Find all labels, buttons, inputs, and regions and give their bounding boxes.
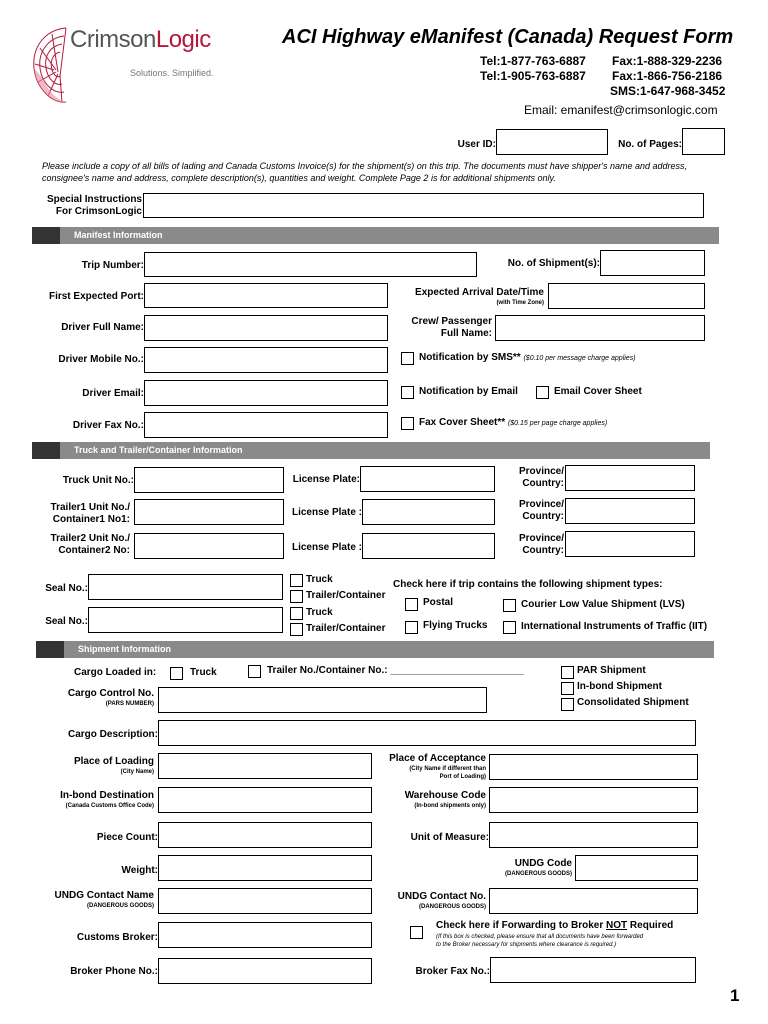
cargo-trailer-checkbox[interactable] <box>248 665 261 678</box>
undg-contact-no-sub: (DANGEROUS GOODS) <box>418 904 486 910</box>
forward-note-1: (If this box is checked, please ensure that all documents have been forwarded <box>436 934 644 940</box>
inbond-checkbox[interactable] <box>561 682 574 695</box>
email-cover-label: Email Cover Sheet <box>554 386 642 397</box>
place-accept-main: Place of Acceptance <box>389 753 486 764</box>
undg-contact-no-main: UNDG Contact No. <box>397 891 486 902</box>
province-3-field[interactable] <box>565 531 695 557</box>
trailer-container-no-label: Trailer No./Container No.: ________________________ <box>267 665 524 676</box>
warehouse-sub: (In-bond shipments only) <box>414 803 486 809</box>
lvs-checkbox[interactable] <box>503 599 516 612</box>
province-2-line-2: Country: <box>522 511 564 522</box>
seal-1-field[interactable] <box>88 574 283 600</box>
seal-1-trailer-label: Trailer/Container <box>306 590 386 601</box>
seal-1-label: Seal No.: <box>45 583 88 594</box>
fax-2: Fax:1-866-756-2186 <box>612 69 723 83</box>
undg-code-main: UNDG Code <box>514 858 572 869</box>
email-field[interactable] <box>144 380 388 406</box>
seal-1-trailer-checkbox[interactable] <box>290 590 303 603</box>
cargo-truck-label: Truck <box>190 667 217 678</box>
truck-unit-field[interactable] <box>134 467 284 493</box>
province-3-label <box>500 533 564 557</box>
crew-line-2: Full Name: <box>440 328 492 339</box>
seal-2-trailer-label: Trailer/Container <box>306 623 386 634</box>
seal-2-truck-checkbox[interactable] <box>290 607 303 620</box>
broker-phone-field[interactable] <box>158 958 372 984</box>
plate-2-field[interactable] <box>362 499 495 525</box>
inbond-dest-field[interactable] <box>158 787 372 813</box>
forward-note-2: to the Broker necessary for shipments where clearance is required.) <box>436 942 617 948</box>
undg-code-sub: (DANGEROUS GOODS) <box>504 871 572 877</box>
section-truck-band <box>32 442 710 459</box>
weight-label: Weight: <box>121 865 158 876</box>
place-accept-label <box>374 753 486 781</box>
place-loading-sub: (City Name) <box>120 769 154 775</box>
sms-note: ($0.10 per message charge applies) <box>523 355 636 362</box>
province-2-line-1: Province/ <box>518 499 564 510</box>
fax-cover-text: Fax Cover Sheet** <box>419 417 506 428</box>
postal-checkbox[interactable] <box>405 598 418 611</box>
pages-field[interactable] <box>682 128 725 155</box>
control-no-label <box>30 688 154 708</box>
description-field[interactable] <box>158 720 696 746</box>
province-3-line-2: Country: <box>522 545 564 556</box>
fax-1: Fax:1-888-329-2236 <box>612 54 723 68</box>
flying-trucks-label: Flying Trucks <box>423 620 488 631</box>
fax-field[interactable] <box>144 412 388 438</box>
special-instructions-field[interactable] <box>143 193 704 218</box>
inbond-label: In-bond Shipment <box>577 681 662 692</box>
section-truck-title: Truck and Trailer/Container Information <box>74 445 243 455</box>
form-title: ACI Highway eManifest (Canada) Request Form <box>282 26 734 48</box>
plate-1-label: License Plate: <box>292 474 360 485</box>
description-label: Cargo Description: <box>67 729 158 740</box>
fax-label: Driver Fax No.: <box>72 420 144 431</box>
warehouse-main: Warehouse Code <box>404 790 486 801</box>
consolidated-label: Consolidated Shipment <box>577 697 689 708</box>
weight-field[interactable] <box>158 855 372 881</box>
band-marker <box>32 227 60 244</box>
plate-1-field[interactable] <box>360 466 495 492</box>
inbond-dest-label <box>30 790 154 810</box>
crew-label <box>392 316 492 340</box>
page-number: 1 <box>730 986 740 1005</box>
control-no-field[interactable] <box>158 687 487 713</box>
province-1-label <box>500 466 564 490</box>
control-no-main: Cargo Control No. <box>67 688 154 699</box>
trailer1-line-1: Trailer1 Unit No./ <box>50 502 130 513</box>
province-1-line-2: Country: <box>522 478 564 489</box>
inbond-dest-main: In-bond Destination <box>60 790 154 801</box>
undg-contact-name-main: UNDG Contact Name <box>54 890 154 901</box>
arrival-field[interactable] <box>548 283 705 309</box>
brand-logic: Logic <box>155 26 211 53</box>
cargo-loaded-label: Cargo Loaded in: <box>74 667 157 678</box>
forward-broker-checkbox[interactable] <box>410 926 423 939</box>
section-manifest-title: Manifest Information <box>74 230 163 240</box>
trailer2-label <box>30 533 130 557</box>
special-line-1: Special Instructions <box>46 194 142 205</box>
trip-number-label: Trip Number: <box>81 260 144 271</box>
section-shipment-title: Shipment Information <box>78 644 171 654</box>
seal-1-truck-checkbox[interactable] <box>290 574 303 587</box>
crew-line-1: Crew/ Passenger <box>411 316 492 327</box>
fax-cover-checkbox[interactable] <box>401 417 414 430</box>
section-shipment-band <box>36 641 714 658</box>
undg-contact-name-field[interactable] <box>158 888 372 914</box>
undg-contact-no-label <box>374 891 486 911</box>
seal-1-truck-label: Truck <box>306 574 333 585</box>
postal-label: Postal <box>423 597 454 608</box>
forward-broker-not: NOT <box>606 920 628 931</box>
broker-fax-label: Broker Fax No.: <box>415 966 490 977</box>
place-loading-main: Place of Loading <box>73 756 154 767</box>
trailer2-field[interactable] <box>134 533 284 559</box>
trailer1-field[interactable] <box>134 499 284 525</box>
plate-3-field[interactable] <box>362 533 495 559</box>
place-loading-field[interactable] <box>158 753 372 779</box>
undg-code-label <box>450 858 572 878</box>
consolidated-checkbox[interactable] <box>561 698 574 711</box>
seal-2-trailer-checkbox[interactable] <box>290 623 303 636</box>
nautilus-logo-icon <box>30 22 72 108</box>
email-cover-checkbox[interactable] <box>536 386 549 399</box>
truck-unit-label: Truck Unit No.: <box>62 475 134 486</box>
province-2-label <box>500 499 564 523</box>
email-address: Email: emanifest@crimsonlogic.com <box>524 103 718 117</box>
arrival-sub: (with Time Zone) <box>496 300 544 306</box>
arrival-label <box>392 287 544 307</box>
sms-notify-checkbox[interactable] <box>401 352 414 365</box>
inbond-dest-sub: (Canada Customs Office Code) <box>65 803 154 809</box>
piece-count-label: Piece Count: <box>96 832 158 843</box>
sms-notify-text: Notification by SMS** <box>419 352 521 363</box>
special-line-2: For CrimsonLogic <box>55 206 142 217</box>
mobile-field[interactable] <box>144 347 388 373</box>
seal-2-truck-label: Truck <box>306 607 333 618</box>
flying-trucks-checkbox[interactable] <box>405 621 418 634</box>
iit-label: International Instruments of Traffic (IIT) <box>521 621 708 632</box>
trailer1-line-2: Container1 No1: <box>52 514 130 525</box>
place-accept-field[interactable] <box>489 754 698 780</box>
driver-name-label: Driver Full Name: <box>61 322 144 333</box>
section-manifest-band <box>32 227 719 244</box>
warehouse-label <box>374 790 486 810</box>
sms-number: SMS:1-647-968-3452 <box>610 84 726 98</box>
num-shipments-label: No. of Shipment(s): <box>507 258 600 269</box>
place-accept-sub2: Port of Loading) <box>439 774 486 780</box>
forward-broker-post: Required <box>627 920 674 931</box>
customs-broker-label: Customs Broker: <box>76 932 158 943</box>
email-notify-checkbox[interactable] <box>401 386 414 399</box>
forward-broker-pre: Check here if Forwarding to Broker <box>436 920 607 931</box>
undg-contact-name-label <box>30 890 154 910</box>
piece-count-field[interactable] <box>158 822 372 848</box>
logo <box>30 22 230 108</box>
pages-label: No. of Pages: <box>618 139 682 150</box>
band-marker <box>32 442 60 459</box>
mobile-label: Driver Mobile No.: <box>58 354 144 365</box>
par-checkbox[interactable] <box>561 666 574 679</box>
band-marker <box>36 641 64 658</box>
undg-code-field[interactable] <box>575 855 698 881</box>
broker-fax-field[interactable] <box>490 957 696 983</box>
tel-1: Tel:1-877-763-6887 <box>480 54 586 68</box>
seal-2-label: Seal No.: <box>45 616 88 627</box>
undg-contact-no-field[interactable] <box>489 888 698 914</box>
user-id-label: User ID: <box>457 139 496 150</box>
email-notify-label: Notification by Email <box>419 386 518 397</box>
user-id-field[interactable] <box>496 129 608 155</box>
seal-2-field[interactable] <box>88 607 283 633</box>
province-1-field[interactable] <box>565 465 695 491</box>
lvs-label: Courier Low Value Shipment (LVS) <box>521 599 685 610</box>
cargo-truck-checkbox[interactable] <box>170 667 183 680</box>
customs-broker-field[interactable] <box>158 922 372 948</box>
brand-crimson: Crimson <box>70 26 156 53</box>
forward-broker-note <box>436 933 643 949</box>
crew-field[interactable] <box>495 315 705 341</box>
place-loading-label <box>30 756 154 776</box>
instructions-text: Please include a copy of all bills of lading and Canada Customs Invoice(s) for the shipment(s) on this trip. The documents must have shipper's name and address, consignee's name and address, complete description(s), quantities and weight. Complete Page 2 is for additional shipments only. <box>42 161 688 183</box>
tel-2: Tel:1-905-763-6887 <box>480 69 586 83</box>
uom-label: Unit of Measure: <box>410 832 489 843</box>
plate-2-label: License Plate : <box>291 507 362 518</box>
special-instructions-label <box>30 194 142 218</box>
arrival-main: Expected Arrival Date/Time <box>415 287 544 298</box>
brand-tagline: Solutions. Simplified. <box>130 68 214 78</box>
place-accept-sub1: (City Name if different than <box>409 766 486 772</box>
broker-phone-label: Broker Phone No.: <box>70 966 158 977</box>
province-2-field[interactable] <box>565 498 695 524</box>
iit-checkbox[interactable] <box>503 621 516 634</box>
first-port-field[interactable] <box>144 283 388 308</box>
forward-broker-label <box>436 920 673 932</box>
trailer2-line-1: Trailer2 Unit No./ <box>50 533 130 544</box>
sms-notify-label <box>419 352 636 365</box>
warehouse-field[interactable] <box>489 787 698 813</box>
par-label: PAR Shipment <box>577 665 646 676</box>
fax-cover-label <box>419 417 607 430</box>
province-1-line-1: Province/ <box>518 466 564 477</box>
control-no-sub: (PARS NUMBER) <box>105 701 154 707</box>
fax-note: ($0.15 per page charge applies) <box>507 420 608 427</box>
trailer1-label <box>30 502 130 526</box>
province-3-line-1: Province/ <box>518 533 564 544</box>
email-label: Driver Email: <box>82 388 144 399</box>
undg-contact-name-sub: (DANGEROUS GOODS) <box>86 903 154 909</box>
plate-3-label: License Plate : <box>291 542 362 553</box>
trip-number-field[interactable] <box>144 252 477 277</box>
first-port-label: First Expected Port: <box>48 291 144 302</box>
uom-field[interactable] <box>489 822 698 848</box>
trailer2-line-2: Container2 No: <box>58 545 130 556</box>
num-shipments-field[interactable] <box>600 250 705 276</box>
shipment-types-label: Check here if trip contains the following shipment types: <box>393 579 663 590</box>
driver-name-field[interactable] <box>144 315 388 341</box>
